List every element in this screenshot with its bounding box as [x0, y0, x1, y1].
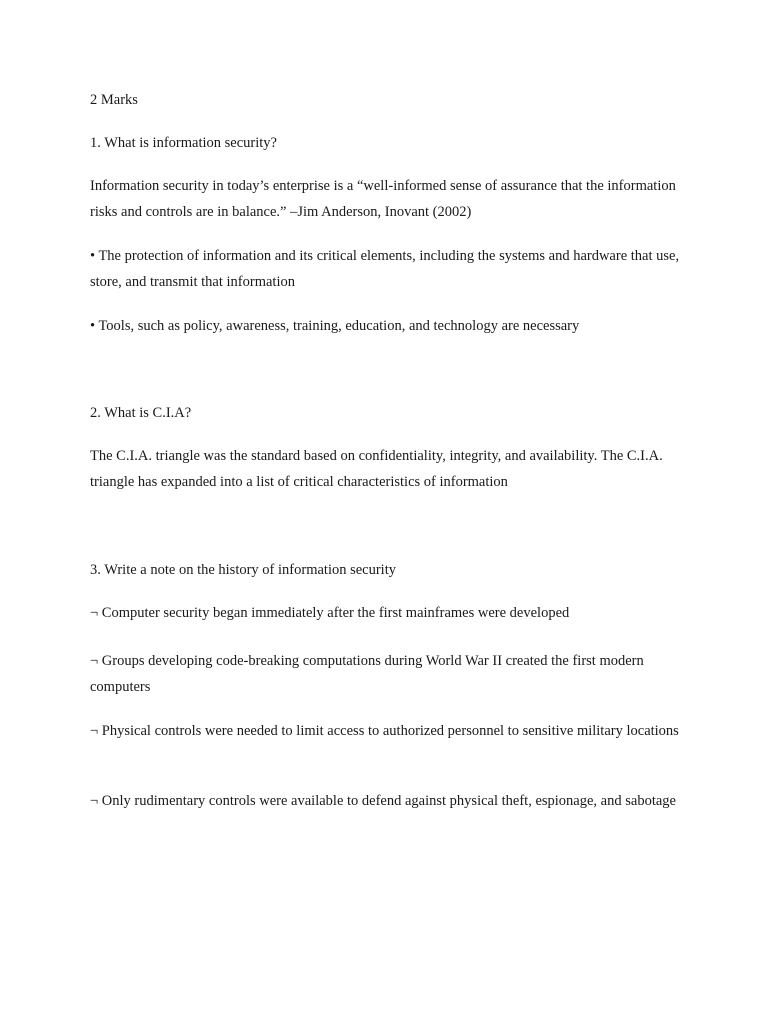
answer-3-item-3: ¬ Physical controls were needed to limit access to authorized personnel to sensitive military locations — [90, 723, 679, 739]
answer-3-item-1: ¬ Computer security began immediately after the first mainframes were developed — [90, 605, 570, 621]
question-3: 3. Write a note on the history of information security — [90, 562, 396, 578]
section-heading: 2 Marks — [90, 92, 138, 108]
question-2: 2. What is C.I.A? — [90, 405, 192, 421]
answer-2-paragraph: The C.I.A. triangle was the standard based on confidentiality, integrity, and availability. The C.I.A. triangle has expanded into a list of critical characteristics of information — [90, 448, 663, 490]
question-1: 1. What is information security? — [90, 135, 277, 151]
answer-1-paragraph: Information security in today’s enterprise is a “well-informed sense of assurance that the information risks and controls are in balance.” –Jim Anderson, Inovant (2002) — [90, 178, 676, 220]
answer-3-item-4: ¬ Only rudimentary controls were available to defend against physical theft, espionage, and sabotage — [90, 793, 676, 809]
answer-1-bullet-1: • The protection of information and its critical elements, including the systems and hardware that use, store, and transmit that information — [90, 248, 680, 290]
answer-1-bullet-2: • Tools, such as policy, awareness, training, education, and technology are necessary — [90, 318, 580, 334]
answer-3-item-2: ¬ Groups developing code-breaking computations during World War II created the first modern computers — [90, 653, 644, 695]
